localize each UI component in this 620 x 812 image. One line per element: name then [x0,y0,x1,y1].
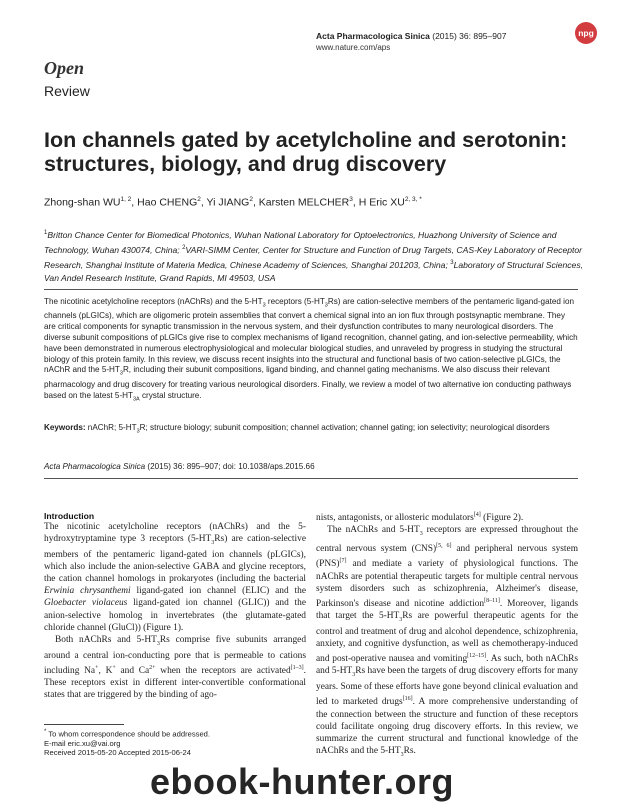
subscript: 3 [211,539,215,546]
body-text: ligand-gated ion channel (ELIC) and the [130,586,306,597]
divider-top [44,289,578,290]
abstract [44,297,578,405]
body-text: and Ca [115,665,150,676]
dates-line: Received 2015-05-20 Accepted 2015-06-24 [44,748,191,758]
body-text: and mediate a variety of physiological functions. The nAChRs are potential therapeutic targets for multiple central nervous system disorders such as schizophrenia, Alzheimer's disease, Parkinson's disease and nicotine addiction [316,559,578,609]
footnote-text: To whom correspondence should be addressed. [46,729,210,739]
affiliation-text: VARI-SIMM Center, Center for Structure and Function of Drug Targets, CAS-Key Laboratory of Receptor Research, Shanghai Institute of Materia Medica, Chinese Academy of Sciences, Shanghai 201203, China; [44,244,583,270]
body-paragraph [44,521,306,634]
body-text: when the receptors are activated [155,665,291,676]
citation-doi[interactable]: (2015) 36: 895–907; doi: 10.1038/aps.2015.66 [145,462,315,471]
divider-bottom [44,478,578,479]
author-name: Hao CHENG [137,196,198,209]
body-text: . A more comprehensive understanding of the connection between the structure and function of these receptors could facilitate ongoing drug discovery efforts. In this review, we summarize the current structural and functional knowledge of the nAChRs and the 5-HT [316,697,578,756]
journal-url[interactable]: www.nature.com/aps [316,43,391,52]
species-name: Gloebacter violaceus [44,598,128,609]
body-text: . Moreover, ligands that target the 5-HT [316,598,579,622]
author-affiliation-sup: 3 [349,196,353,203]
keywords-text: R; structure biology; subunit composition; channel activation; channel gating; ion selectivity; neurological disorders [139,423,550,432]
abstract-text: receptors (5-HT [265,297,325,306]
subscript: 3 [399,616,403,623]
body-paragraph [44,634,306,701]
reference-link[interactable]: [4] [473,512,481,518]
subscript: 3 [419,531,423,538]
subscript: 3 [119,371,123,378]
citation-line [44,462,315,471]
body-text: Both nAChRs and 5-HT [55,634,157,645]
body-text: Rs. [403,745,416,756]
species-name: Erwinia chrysanthemi [44,586,131,597]
subscript: 3A [132,396,140,403]
reference-link[interactable]: [8–11] [484,597,500,604]
introduction-heading: Introduction [44,511,95,521]
keywords-heading: Keywords: [44,423,86,432]
open-access-label: Open [44,58,84,78]
body-column-left [44,521,306,701]
body-text: The nAChRs and 5-HT [327,525,420,536]
author-name: Karsten MELCHER [258,196,350,209]
superscript: + [112,664,116,671]
body-text: Rs) are cation-selective members of the pentameric ligand-gated ion channels (pLGICs), which also include the anion-selective GABA and glycine receptors, the cation channel homologs in prokaryotes (including the bacterial [44,534,306,585]
abstract-text: The nicotinic acetylcholine receptors (nAChRs) and the 5-HT [44,297,263,306]
body-text: (Figure 2). [480,513,524,524]
subscript: 3 [136,428,140,435]
author-separator: , [252,196,259,209]
body-paragraph [316,524,578,761]
subscript: 3 [352,672,356,679]
author-name: Zhong-shan WU [44,196,121,209]
footnote-divider [44,724,124,725]
watermark: ebook-hunter.org [150,761,454,802]
footnote-marker: * [44,729,47,735]
footnotes [44,728,210,758]
author-affiliation-sup: 2 [249,196,253,203]
reference-link[interactable]: [7] [339,558,347,565]
keywords [44,423,578,437]
article-title: Ion channels gated by acetylcholine and serotonin: structures, biology, and drug discovery [44,128,568,176]
author-separator: , [352,196,359,209]
correspondence-note [44,728,210,739]
author-separator: , [200,196,207,209]
abstract-text: crystal structure. [139,390,202,400]
author-affiliation-sup: 2, 3, * [404,196,422,203]
affiliations [44,227,584,285]
article-type: Review [44,83,90,99]
subscript: 3 [324,302,328,309]
body-text: ligand-gated ion channel (GLIC)) and the anion-selective homolog in invertebrates (the glutamate-gated chloride channel (GluCl)) (Figure 1). [44,598,307,633]
body-text: Rs are powerful therapeutic agents for the control and treatment of drug and alcohol dependence, schizophrenia, anxiety, and cognitive dysfunction, as well as chemotherapy-induced and post-operative nausea and vomiting [316,611,578,665]
affiliation-number: 1 [44,230,48,236]
superscript: + [95,664,99,671]
abstract-text: Rs) are cation-selective members of the pentameric ligand-gated ion channels (pLGICs), which are oligomeric protein assemblies that convert a chemical signal into an ion flux through postsynaptic membrane. They are critical components for synaptic transmission in the nervous system, and their dysfunction contributes to many neurological disorders. The diverse subunit compositions of pLGICs give rise to complex mechanisms of ligand recognition, channel gating, and ion-selective permeability, which have been demonstrated in numerous electrophysiological and molecular biological studies, and unraveled by progress in studying the structural biology of this protein family. In this review, we discuss recent insights into the structural and functional basis of two cation-selective pLGICs, the nAChR and the 5-HT [44,297,578,375]
author-name: H Eric XU [358,196,405,209]
body-text: receptors are expressed throughout the central nervous system (CNS) [316,525,578,555]
reference-link[interactable]: [5, 6] [436,543,452,550]
reference-link[interactable]: [1–3] [290,664,304,671]
journal-name: Acta Pharmacologica Sinica [316,31,430,41]
body-text: , K [98,665,113,676]
reference-link[interactable]: [16] [402,696,413,703]
citation-journal: Acta Pharmacologica Sinica [44,462,146,471]
body-text: . As such, both nAChRs and 5-HT [316,654,578,677]
body-text: Rs comprise five subunits arranged around a central ion-conducting pore that is permeable to cations including Na [44,634,307,676]
author-separator: , [131,196,138,209]
author-list [44,196,422,209]
subscript: 3 [262,302,266,309]
affiliation-text: Britton Chance Center for Biomedical Photonics, Wuhan National Laboratory for Optoelectronics, Huazhong University of Science and Technology, Wuhan 430074, China; [44,229,557,255]
journal-issue: (2015) 36: 895–907 [432,31,507,41]
reference-link[interactable]: [12–15] [467,653,487,660]
journal-header [316,31,506,41]
subscript: 3 [156,640,160,647]
body-text: . These receptors exist in different inter-convertible conformational states that are triggered by the binding of ago- [44,665,306,701]
body-text: The nicotinic acetylcholine receptors (nAChRs) and the 5-hydroxytryptamine type 3 receptors (5-HT [44,522,306,545]
npg-logo: npg [575,22,597,44]
body-text: and peripheral nervous system (PNS) [316,544,578,570]
body-paragraph [316,509,578,524]
affiliation-number: 3 [450,260,454,267]
author-affiliation-sup: 2 [197,196,201,203]
superscript: 2+ [149,664,156,671]
subscript: 3 [400,751,404,758]
affiliation-number: 2 [182,245,186,252]
abstract-text: R, including their subunit compositions, ligand binding, and channel gating mechanisms. We also discuss their relevant pharmacology and drug discovery for treating various neurological disorders. Finally, we review a model of two alternative ion conducting pathways based on the latest 5-HT [44,365,572,400]
email-line[interactable]: E-mail eric.xu@vai.org [44,738,121,748]
author-affiliation-sup: 1, 2 [120,196,132,203]
body-column-right [316,509,578,761]
keywords-text: nAChR; 5-HT [85,423,137,432]
body-text: Rs have been the targets of drug discovery efforts for many years. Some of these efforts have gone beyond clinical evaluation and led to marketed drugs [316,666,578,708]
body-text: nists, antagonists, or allosteric modulators [316,513,474,524]
affiliation-text: Laboratory of Structural Sciences, Van Andel Research Institute, Grand Rapids, MI 49503, USA [44,259,584,284]
author-name: Yi JIANG [206,196,250,209]
